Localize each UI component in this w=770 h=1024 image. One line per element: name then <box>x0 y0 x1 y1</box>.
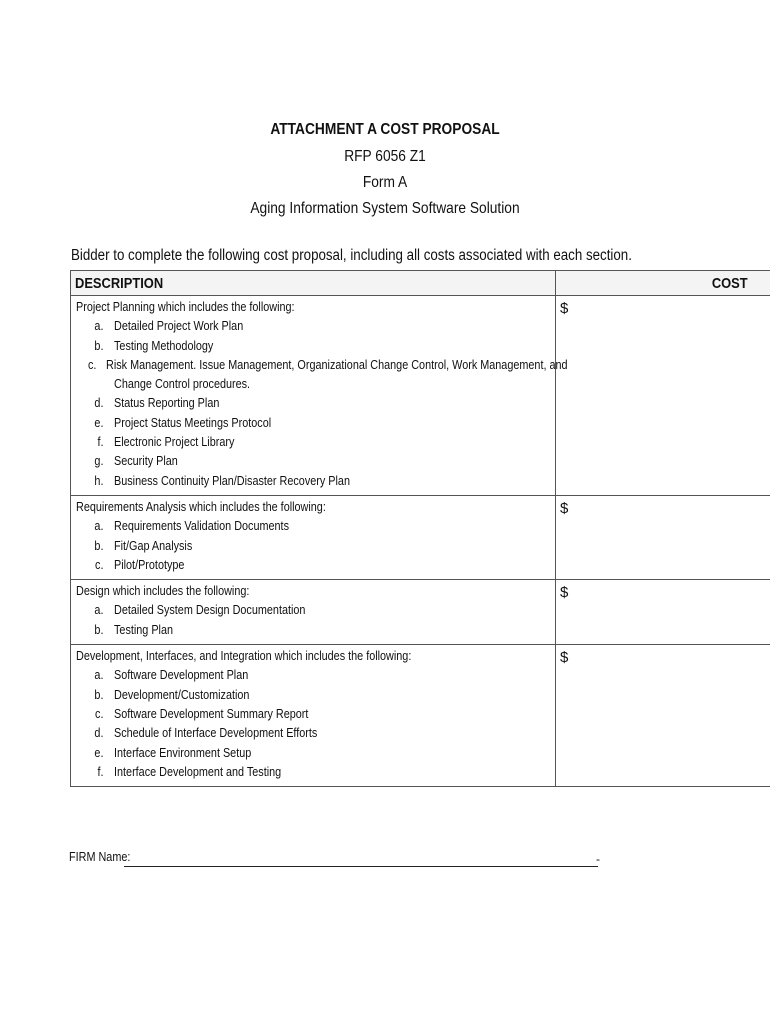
list-item-letter: b. <box>94 622 104 637</box>
document-subtitle: Aging Information System Software Solution <box>250 200 520 217</box>
list-item-text: Requirements Validation Documents <box>114 519 289 534</box>
list-item-letter: h. <box>94 473 104 488</box>
table-row <box>71 496 770 580</box>
rfp-number: RFP 6056 Z1 <box>344 148 426 165</box>
list-item-text: Interface Environment Setup <box>114 745 252 760</box>
firm-name-field[interactable] <box>124 866 598 867</box>
section-title: Development, Interfaces, and Integration which includes the following: <box>76 649 412 664</box>
list-item-letter: c. <box>95 557 104 572</box>
cost-field[interactable]: $ <box>560 584 569 602</box>
list-item-text: Development/Customization <box>114 687 250 702</box>
list-item-text: Testing Methodology <box>114 338 214 353</box>
list-item <box>76 472 555 491</box>
list-item-letter: a. <box>94 668 104 683</box>
list-item-letter: f. <box>97 764 104 779</box>
list-item-text: Testing Plan <box>114 622 174 637</box>
list-item <box>76 394 555 413</box>
table-row <box>71 580 770 645</box>
list-item-letter: a. <box>94 519 104 534</box>
list-item-letter: a. <box>94 603 104 618</box>
list-item-text: Software Development Summary Report <box>114 706 309 721</box>
list-item-letter: f. <box>97 435 104 450</box>
row-description <box>71 296 568 495</box>
list-item-letter: b. <box>94 338 104 353</box>
list-item-letter: b. <box>94 538 104 553</box>
list-item <box>76 686 555 705</box>
row-description <box>71 645 555 786</box>
list-item <box>76 601 555 620</box>
firm-name-label: FIRM Name: <box>69 850 131 864</box>
list-item-text: Schedule of Interface Development Efforts <box>114 726 318 741</box>
section-title: Design which includes the following: <box>76 584 250 599</box>
section-title: Project Planning which includes the following: <box>76 300 295 314</box>
column-header-cost: COST <box>712 275 748 292</box>
list-item-letter: c. <box>95 706 104 721</box>
list-item-text: Interface Development and Testing <box>114 764 282 779</box>
list-item-letter: a. <box>94 319 104 334</box>
list-item <box>76 414 555 433</box>
list-item <box>76 433 555 452</box>
list-item-letter <box>88 375 103 394</box>
list-item-text: Software Development Plan <box>114 668 249 683</box>
list-item <box>76 666 555 685</box>
list-item <box>76 705 555 724</box>
intro-text: Bidder to complete the following cost proposal, including all costs associated with each section. <box>71 247 632 264</box>
list-item-text: Pilot/Prototype <box>114 557 185 572</box>
list-item <box>76 744 555 763</box>
form-label: Form A <box>362 174 408 191</box>
list-item <box>76 621 555 640</box>
list-item <box>76 317 555 336</box>
column-header-description: DESCRIPTION <box>75 275 164 292</box>
list-item-text: Fit/Gap Analysis <box>114 538 193 553</box>
list-item-text: Electronic Project Library <box>114 435 235 450</box>
row-description <box>71 580 555 644</box>
list-item <box>76 724 555 743</box>
list-item-letter: e. <box>94 415 104 430</box>
list-item-text: Project Status Meetings Protocol <box>114 415 272 430</box>
list-item-text: Change Control procedures. <box>114 377 251 392</box>
list-item <box>76 375 555 394</box>
list-item-text: Detailed Project Work Plan <box>114 319 244 334</box>
row-description <box>71 496 555 579</box>
list-item-letter: e. <box>94 745 104 760</box>
list-item <box>76 337 555 356</box>
document-title: ATTACHMENT A COST PROPOSAL <box>270 121 500 138</box>
list-item <box>76 517 555 536</box>
table-row <box>71 645 770 786</box>
list-item-letter: d. <box>94 396 104 411</box>
section-title: Requirements Analysis which includes the following: <box>76 499 326 514</box>
firm-name-trailing-mark: - <box>596 852 600 866</box>
table-row <box>71 296 770 496</box>
cost-field[interactable]: $ <box>560 499 569 517</box>
list-item-letter: g. <box>94 454 104 469</box>
cost-field[interactable]: $ <box>560 300 569 317</box>
list-item <box>76 356 568 375</box>
cost-field[interactable]: $ <box>560 649 569 667</box>
list-item <box>76 537 555 556</box>
cost-proposal-table <box>70 270 770 787</box>
table-body <box>71 296 770 786</box>
table-header <box>71 271 770 296</box>
list-item <box>76 556 555 575</box>
list-item-letter: d. <box>94 726 104 741</box>
list-item <box>76 452 555 471</box>
list-item-text: Risk Management. Issue Management, Organizational Change Control, Work Management, and <box>105 357 568 372</box>
list-item-text: Status Reporting Plan <box>114 396 220 411</box>
list-item-text: Security Plan <box>114 454 178 469</box>
list-item-text: Business Continuity Plan/Disaster Recovery Plan <box>114 473 350 488</box>
list-item-letter: c. <box>88 357 97 372</box>
list-item-text: Detailed System Design Documentation <box>114 603 306 618</box>
list-item <box>76 763 555 782</box>
list-item-letter: b. <box>94 687 104 702</box>
